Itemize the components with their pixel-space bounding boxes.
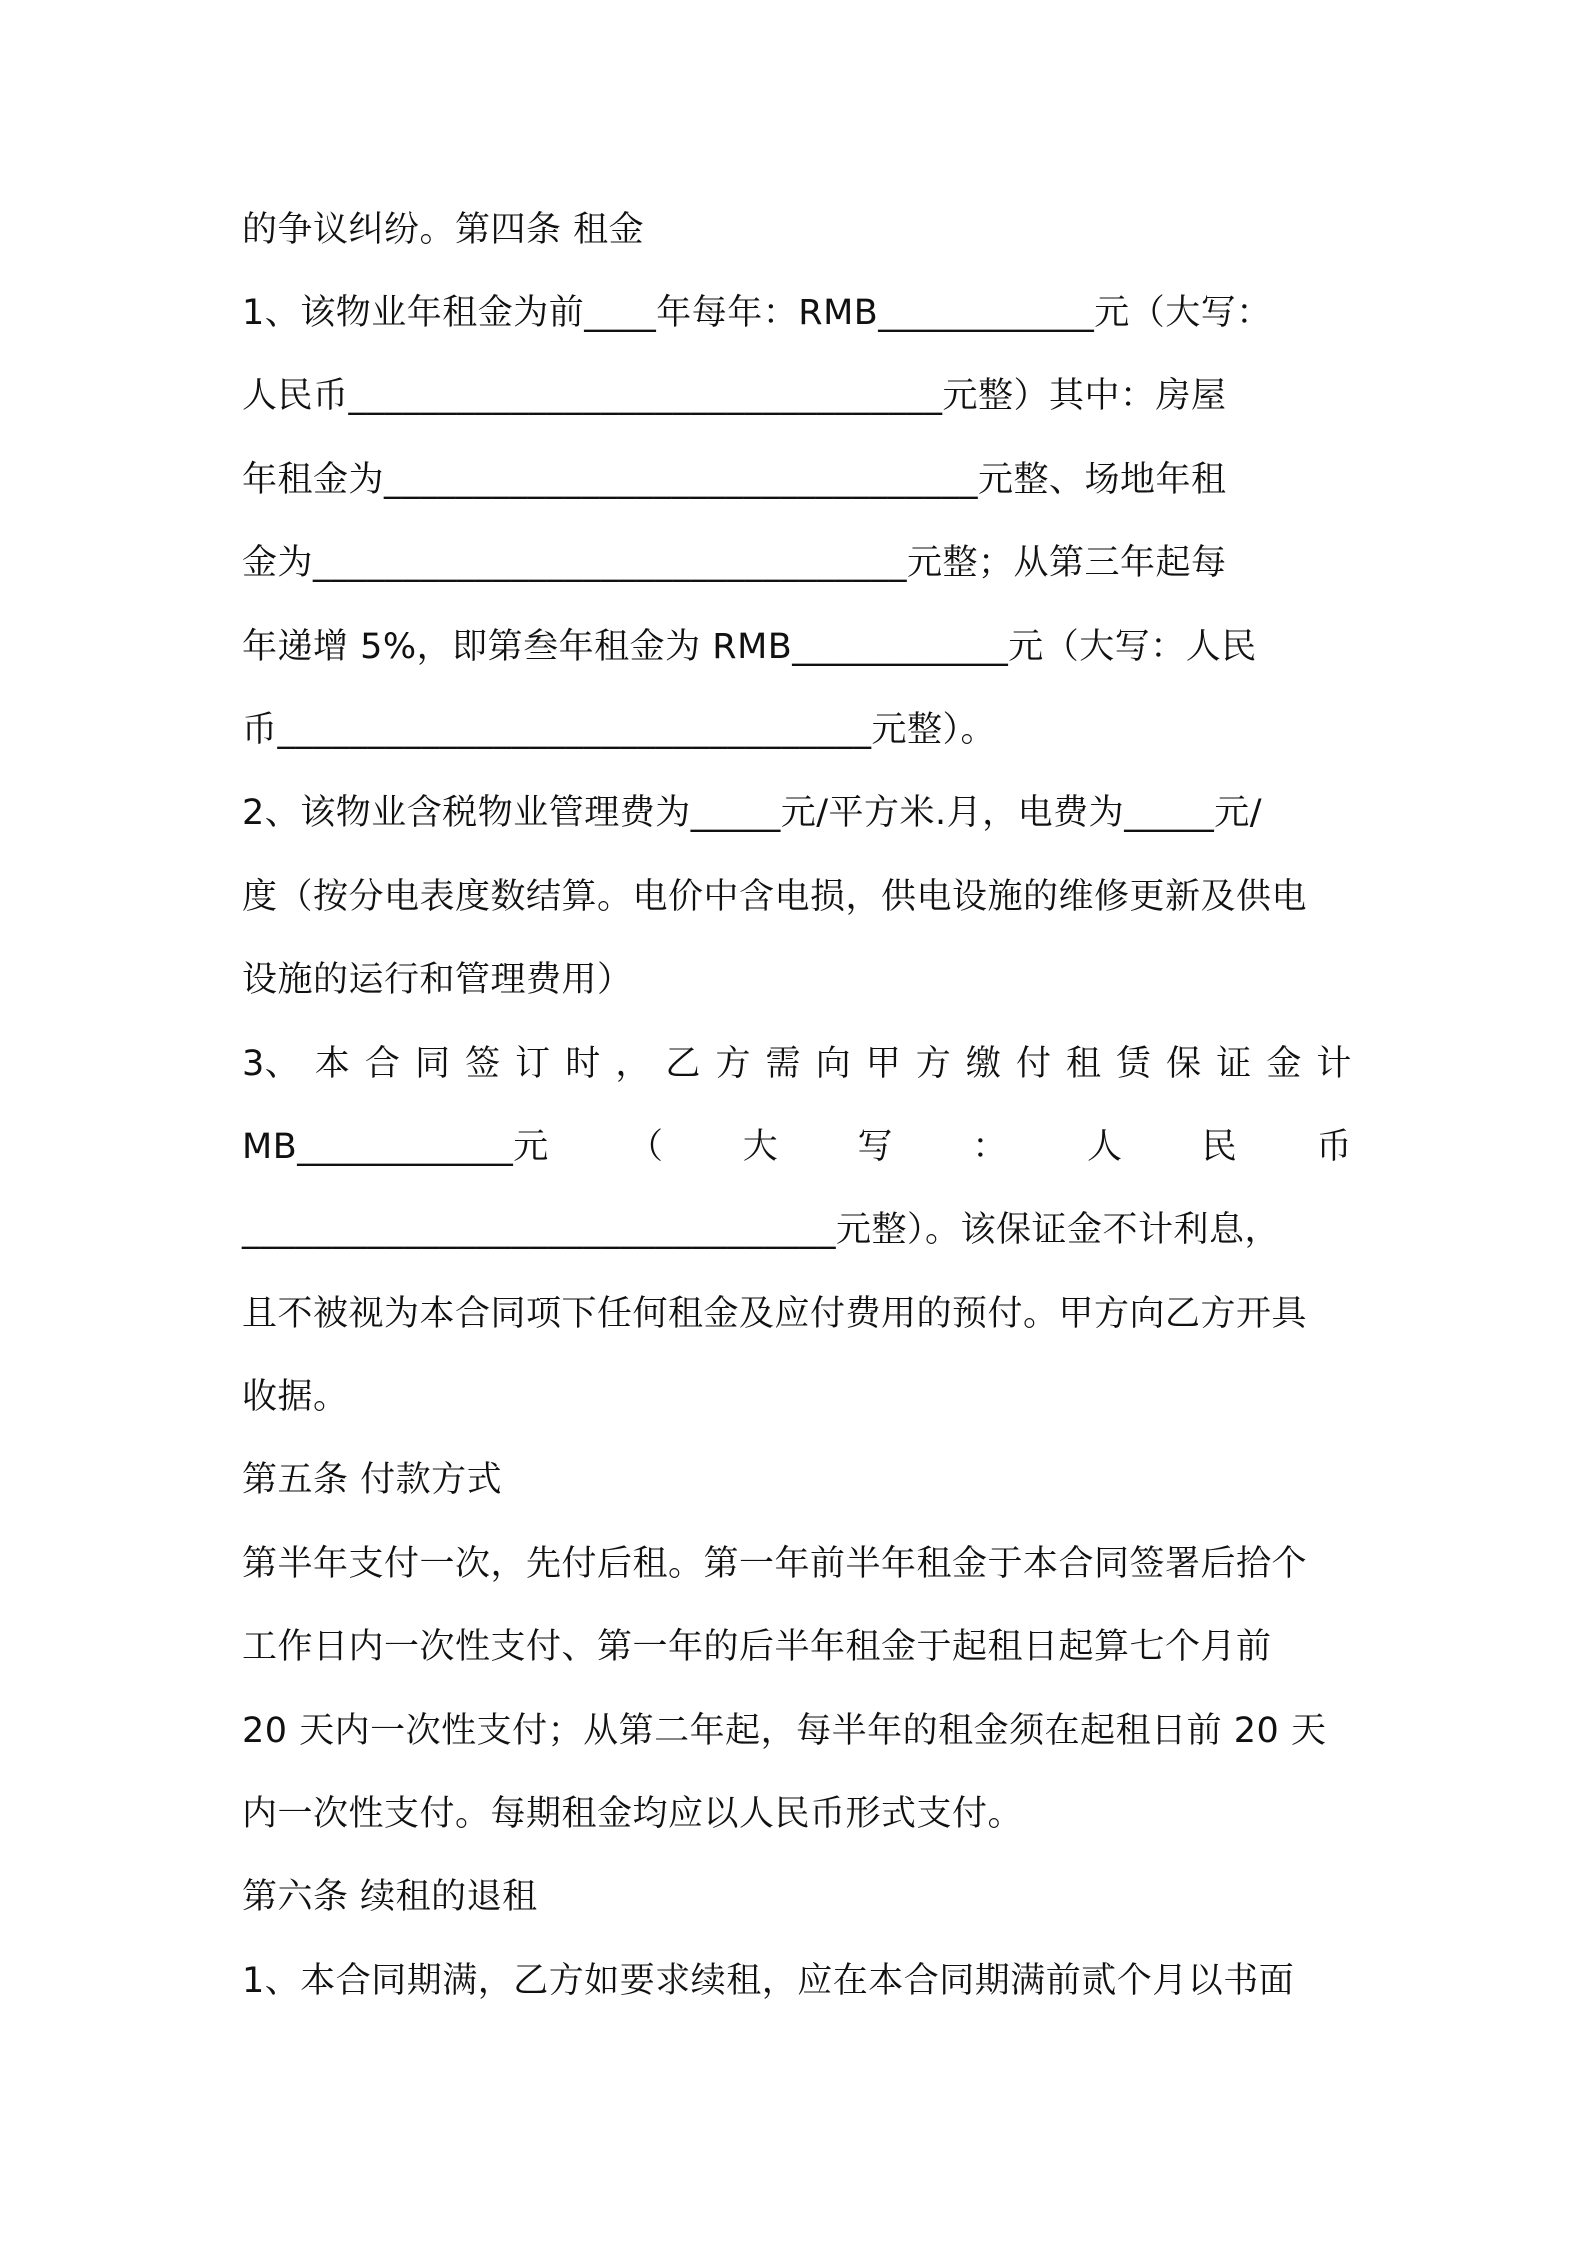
line11-char: 3、 — [242, 1044, 301, 1084]
text-line-2: 1、该物业年租金为前____年每年：RMB____________元（大写： — [242, 293, 1272, 333]
line11-char: 方 — [715, 1044, 751, 1084]
line11-char: 合 — [364, 1044, 401, 1084]
line11-char: 订 — [515, 1044, 551, 1084]
text-line-13: _________________________________元整）。该保证金不计利息， — [242, 1210, 1281, 1250]
line11-char: 甲 — [865, 1044, 902, 1084]
line12-segment: 大 — [742, 1127, 779, 1167]
text-line-11 — [242, 1041, 1352, 1087]
text-line-14: 且不被视为本合同项下任何租金及应付费用的预付。甲方向乙方开具 — [242, 1294, 1308, 1334]
text-line-5: 金为_________________________________元整；从第三年起每 — [242, 543, 1227, 583]
line11-char: 租 — [1066, 1044, 1102, 1084]
text-line-8: 2、该物业含税物业管理费为_____元/平方米.月，电费为_____元/ — [242, 793, 1262, 833]
line12-segment: ： — [972, 1127, 1008, 1167]
text-line-15: 收据。 — [242, 1377, 349, 1417]
line11-char: 签 — [465, 1044, 501, 1084]
text-line-9: 度（按分电表度数结算。电价中含电损，供电设施的维修更新及供电 — [242, 877, 1308, 917]
line11-char: 方 — [915, 1044, 952, 1084]
line11-char: 证 — [1216, 1044, 1252, 1084]
line12-segment: （ — [627, 1127, 664, 1167]
line11-char: 乙 — [665, 1044, 701, 1084]
line12-segment: 人 — [1086, 1127, 1123, 1167]
line11-char: ， — [615, 1044, 651, 1084]
text-line-19: 20 天内一次性支付；从第二年起，每半年的租金须在起租日前 20 天 — [242, 1711, 1327, 1751]
line11-char: 向 — [815, 1044, 852, 1084]
text-line-20: 内一次性支付。每期租金均应以人民币形式支付。 — [242, 1794, 1024, 1834]
line11-char: 本 — [314, 1044, 351, 1084]
text-line-4: 年租金为_________________________________元整、场地年租 — [242, 460, 1227, 500]
line11-char: 缴 — [965, 1044, 1002, 1084]
line11-char: 计 — [1316, 1044, 1352, 1084]
line11-char: 时 — [565, 1044, 601, 1084]
line11-char: 金 — [1266, 1044, 1302, 1084]
text-line-22: 1、本合同期满，乙方如要求续租，应在本合同期满前贰个月以书面 — [242, 1961, 1295, 2001]
text-line-12 — [242, 1124, 1352, 1170]
text-line-6: 年递增 5%，即第叁年租金为 RMB____________元（大写：人民 — [242, 627, 1257, 667]
text-line-10: 设施的运行和管理费用） — [242, 960, 633, 1000]
line11-char: 同 — [415, 1044, 451, 1084]
line11-char: 付 — [1015, 1044, 1052, 1084]
line12-segment: 民 — [1201, 1127, 1238, 1167]
text-line-3: 人民币_________________________________元整）其中：房屋 — [242, 376, 1227, 416]
line12-segment: 币 — [1316, 1127, 1352, 1167]
text-line-1: 的争议纠纷。第四条 租金 — [242, 210, 645, 250]
line12-segment: 写 — [857, 1127, 893, 1167]
line11-char: 需 — [765, 1044, 802, 1084]
text-line-18: 工作日内一次性支付、第一年的后半年租金于起租日起算七个月前 — [242, 1627, 1272, 1667]
section-heading-5: 第五条 付款方式 — [242, 1460, 503, 1500]
text-line-7: 币_________________________________元整）。 — [242, 710, 997, 750]
line11-char: 保 — [1166, 1044, 1202, 1084]
text-line-17: 第半年支付一次，先付后租。第一年前半年租金于本合同签署后拾个 — [242, 1544, 1308, 1584]
line11-char: 赁 — [1116, 1044, 1152, 1084]
line12-segment: MB____________元 — [242, 1127, 549, 1167]
section-heading-6: 第六条 续租的退租 — [242, 1877, 538, 1917]
